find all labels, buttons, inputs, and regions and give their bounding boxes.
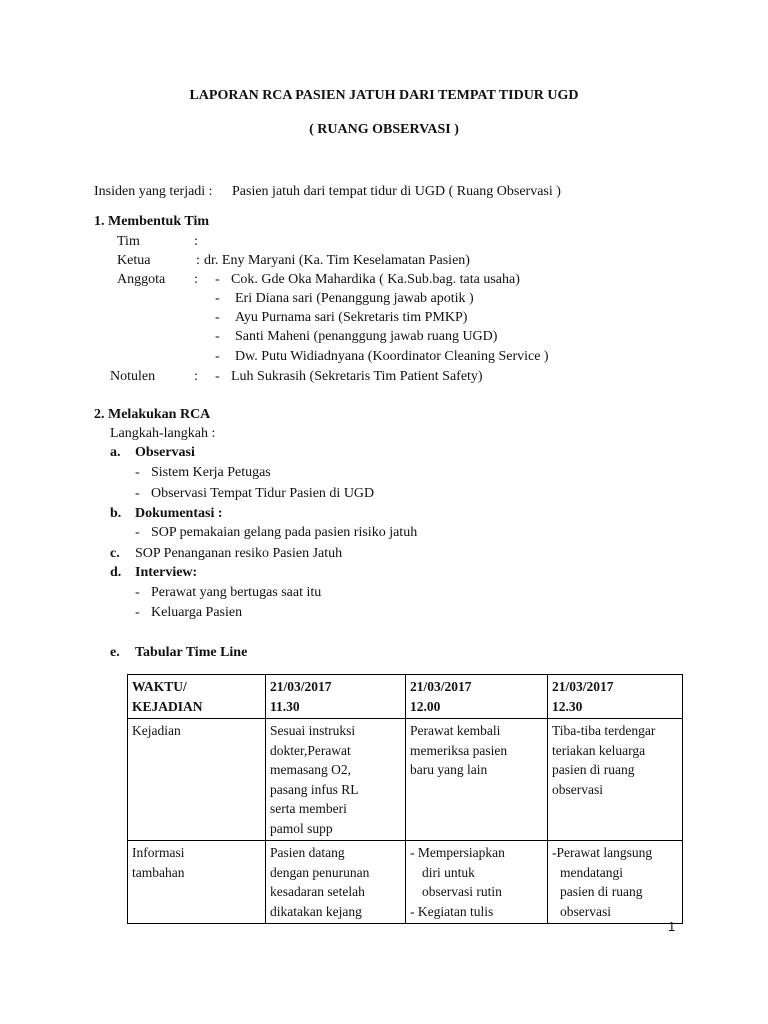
leader-row-sep: : [196, 253, 200, 268]
header-date: 21/03/2017 [410, 679, 472, 694]
header-cell-time-3 [548, 675, 683, 719]
cell-line: teriakan keluarga [552, 742, 646, 758]
list-dash: - [135, 486, 140, 501]
team-row-label: Tim [117, 234, 140, 249]
member-name: Eri Diana sari (Penanggung jawab apotik ) [235, 291, 474, 306]
leader-row-label: Ketua [117, 253, 151, 268]
informasi-cell-3 [548, 841, 683, 924]
row-label: Kejadian [132, 723, 181, 738]
row-label-kejadian [128, 719, 266, 841]
member-name: Santi Maheni (penanggung jawab ruang UGD) [235, 329, 498, 344]
cell-line: pamol supp [270, 820, 333, 836]
header-cell-time-1 [266, 675, 406, 719]
item-d-title: Interview: [135, 565, 198, 580]
cell-line: pasien di ruang [552, 762, 635, 777]
cell-line: observasi [552, 781, 603, 797]
header-time: 12.30 [552, 698, 583, 714]
section-1-heading: 1. Membentuk Tim [94, 214, 209, 229]
item-d-point: Perawat yang bertugas saat itu [151, 585, 322, 600]
cell-line: Sesuai instruksi [270, 723, 356, 738]
item-c-marker: c. [110, 546, 120, 561]
cell-line: serta memberi [270, 801, 347, 816]
incident-value: Pasien jatuh dari tempat tidur di UGD ( Ruang Observasi ) [232, 184, 561, 199]
header-date: 21/03/2017 [270, 679, 332, 694]
leader-row-value: dr. Eny Maryani (Ka. Tim Keselamatan Pasien) [204, 253, 470, 268]
item-a-point: Observasi Tempat Tidur Pasien di UGD [151, 486, 375, 501]
list-dash: - [135, 465, 140, 480]
member-dash: - [215, 291, 220, 306]
cell-line: observasi rutin [422, 884, 502, 899]
member-dash: - [215, 349, 220, 364]
steps-intro: Langkah-langkah : [110, 426, 216, 441]
informasi-cell-2 [406, 841, 548, 924]
notulen-sep: : [194, 369, 198, 384]
page-number: 1 [668, 919, 676, 934]
notulen-label: Notulen [110, 369, 156, 384]
row-label: Informasi [132, 845, 185, 860]
cell-line: dikatakan kejang [270, 903, 362, 919]
cell-line: Pasien datang [270, 845, 345, 860]
notulen-dash: - [215, 369, 220, 384]
item-c-text: SOP Penanganan resiko Pasien Jatuh [135, 546, 343, 561]
team-row-sep: : [194, 234, 198, 249]
timeline-header-row [128, 675, 683, 719]
timeline-row-informasi [128, 841, 683, 924]
member-row-label: Anggota [117, 272, 166, 287]
list-dash: - [135, 605, 140, 620]
cell-line: pasien di ruang [560, 884, 643, 899]
row-label: tambahan [132, 864, 185, 880]
cell-line: Perawat kembali [410, 723, 501, 738]
section-2-heading: 2. Melakukan RCA [94, 407, 211, 422]
item-b-marker: b. [110, 506, 122, 521]
item-d-marker: d. [110, 565, 122, 580]
informasi-cell-1 [266, 841, 406, 924]
header-time: 12.00 [410, 698, 441, 714]
member-row-value: Cok. Gde Oka Mahardika ( Ka.Sub.bag. tata usaha) [231, 272, 520, 287]
cell-line: diri untuk [422, 864, 475, 880]
item-b-point: SOP pemakaian gelang pada pasien risiko jatuh [151, 525, 418, 540]
member-name: Ayu Purnama sari (Sekretaris tim PMKP) [235, 310, 468, 325]
kejadian-cell-2 [406, 719, 548, 841]
header-date: 21/03/2017 [552, 679, 614, 694]
list-dash: - [135, 585, 140, 600]
timeline-row-kejadian [128, 719, 683, 841]
cell-line: memasang O2, [270, 762, 351, 777]
cell-line: dengan penurunan [270, 864, 370, 880]
list-dash: - [135, 525, 140, 540]
member-name: Dw. Putu Widiadnyana (Koordinator Cleaning Service ) [235, 349, 549, 364]
item-a-title: Observasi [135, 445, 195, 460]
item-e-marker: e. [110, 645, 120, 660]
incident-label: Insiden yang terjadi : [94, 184, 213, 199]
cell-line: -Perawat langsung [552, 845, 653, 860]
header-time: 11.30 [270, 698, 300, 714]
member-row-dash: - [215, 272, 220, 287]
header-cell-time-2 [406, 675, 548, 719]
cell-line: - Mempersiapkan [410, 845, 505, 860]
cell-line: pasang infus RL [270, 781, 359, 797]
cell-line: memeriksa pasien [410, 742, 508, 758]
cell-line: mendatangi [560, 864, 623, 880]
header-line: WAKTU/ [132, 679, 187, 694]
header-line: KEJADIAN [132, 698, 203, 714]
kejadian-cell-1 [266, 719, 406, 841]
report-subtitle: ( RUANG OBSERVASI ) [309, 122, 459, 137]
item-a-point: Sistem Kerja Petugas [151, 465, 271, 480]
timeline-table [127, 674, 683, 924]
item-e-title: Tabular Time Line [135, 645, 248, 660]
notulen-value: Luh Sukrasih (Sekretaris Tim Patient Safety) [231, 369, 483, 384]
cell-line: kesadaran setelah [270, 884, 365, 899]
item-b-title: Dokumentasi : [135, 506, 223, 521]
kejadian-cell-3 [548, 719, 683, 841]
cell-line: observasi [560, 903, 611, 919]
member-row-sep: : [194, 272, 198, 287]
item-a-marker: a. [110, 445, 121, 460]
cell-line: - Kegiatan tulis [410, 903, 494, 919]
cell-line: Tiba-tiba terdengar [552, 723, 656, 738]
member-dash: - [215, 329, 220, 344]
header-cell-waktu [128, 675, 266, 719]
report-title: LAPORAN RCA PASIEN JATUH DARI TEMPAT TIDUR UGD [189, 88, 579, 103]
cell-line: dokter,Perawat [270, 742, 351, 758]
member-dash: - [215, 310, 220, 325]
row-label-informasi [128, 841, 266, 924]
cell-line: baru yang lain [410, 762, 488, 777]
item-d-point: Keluarga Pasien [151, 605, 243, 620]
